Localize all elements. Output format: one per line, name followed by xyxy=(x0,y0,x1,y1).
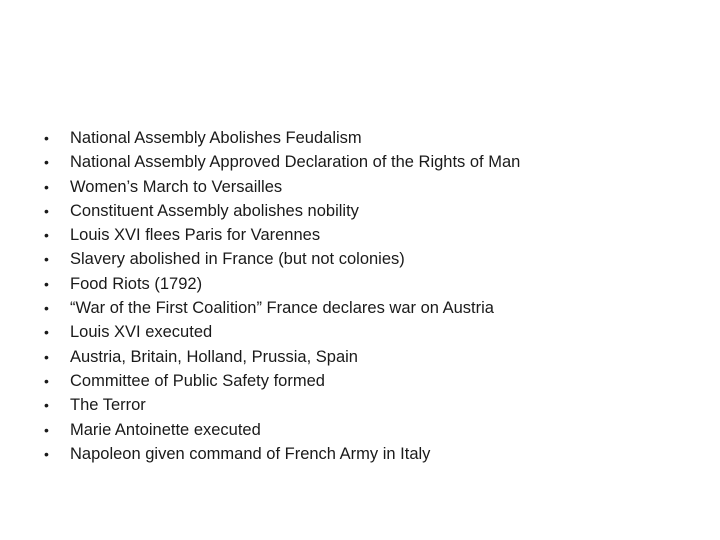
list-item-text: Louis XVI executed xyxy=(70,323,213,342)
bullet-icon: • xyxy=(44,445,49,462)
list-item-text: National Assembly Approved Declaration of the Rights of Man xyxy=(70,153,521,172)
list-item-text: Women’s March to Versailles xyxy=(70,177,283,196)
list-item-text: Austria, Britain, Holland, Prussia, Spain xyxy=(70,347,358,366)
bullet-icon: • xyxy=(44,130,49,146)
bullet-icon: • xyxy=(44,300,49,317)
list-item-text: “War of the First Coalition” France declares war on Austria xyxy=(70,299,494,318)
list-item xyxy=(44,175,704,199)
bullet-icon: • xyxy=(44,202,49,219)
bullet-icon: • xyxy=(44,251,49,268)
list-item xyxy=(44,393,704,417)
list-item-text: Constituent Assembly abolishes nobility xyxy=(70,201,359,220)
list-item-text: Louis XVI flees Paris for Varennes xyxy=(70,226,321,245)
list-item xyxy=(44,345,704,369)
list-item-text: National Assembly Abolishes Feudalism xyxy=(70,129,362,147)
list-item xyxy=(44,320,704,344)
bullet-icon: • xyxy=(44,372,49,389)
list-item-text: Food Riots (1792) xyxy=(70,274,203,293)
list-item xyxy=(44,126,704,150)
list-item-text: Marie Antoinette executed xyxy=(70,420,261,439)
bullet-icon: • xyxy=(44,154,49,171)
list-item xyxy=(44,150,704,174)
bullet-icon: • xyxy=(44,348,49,365)
bullet-list xyxy=(44,126,704,466)
bullet-icon: • xyxy=(44,275,49,292)
list-item-text: The Terror xyxy=(70,396,146,415)
list-item-text: Napoleon given command of French Army in Italy xyxy=(70,444,431,463)
bullet-icon: • xyxy=(44,178,49,195)
list-item-text: Committee of Public Safety formed xyxy=(70,371,325,390)
bullet-icon: • xyxy=(44,227,49,244)
list-item xyxy=(44,442,704,466)
bullet-icon: • xyxy=(44,421,49,438)
list-item xyxy=(44,223,704,247)
list-item xyxy=(44,418,704,442)
list-item xyxy=(44,199,704,223)
list-item xyxy=(44,247,704,271)
list-item xyxy=(44,272,704,296)
bullet-icon: • xyxy=(44,397,49,414)
list-item xyxy=(44,296,704,320)
bullet-icon: • xyxy=(44,324,49,341)
list-item-text: Slavery abolished in France (but not colonies) xyxy=(70,250,405,269)
list-item xyxy=(44,369,704,393)
